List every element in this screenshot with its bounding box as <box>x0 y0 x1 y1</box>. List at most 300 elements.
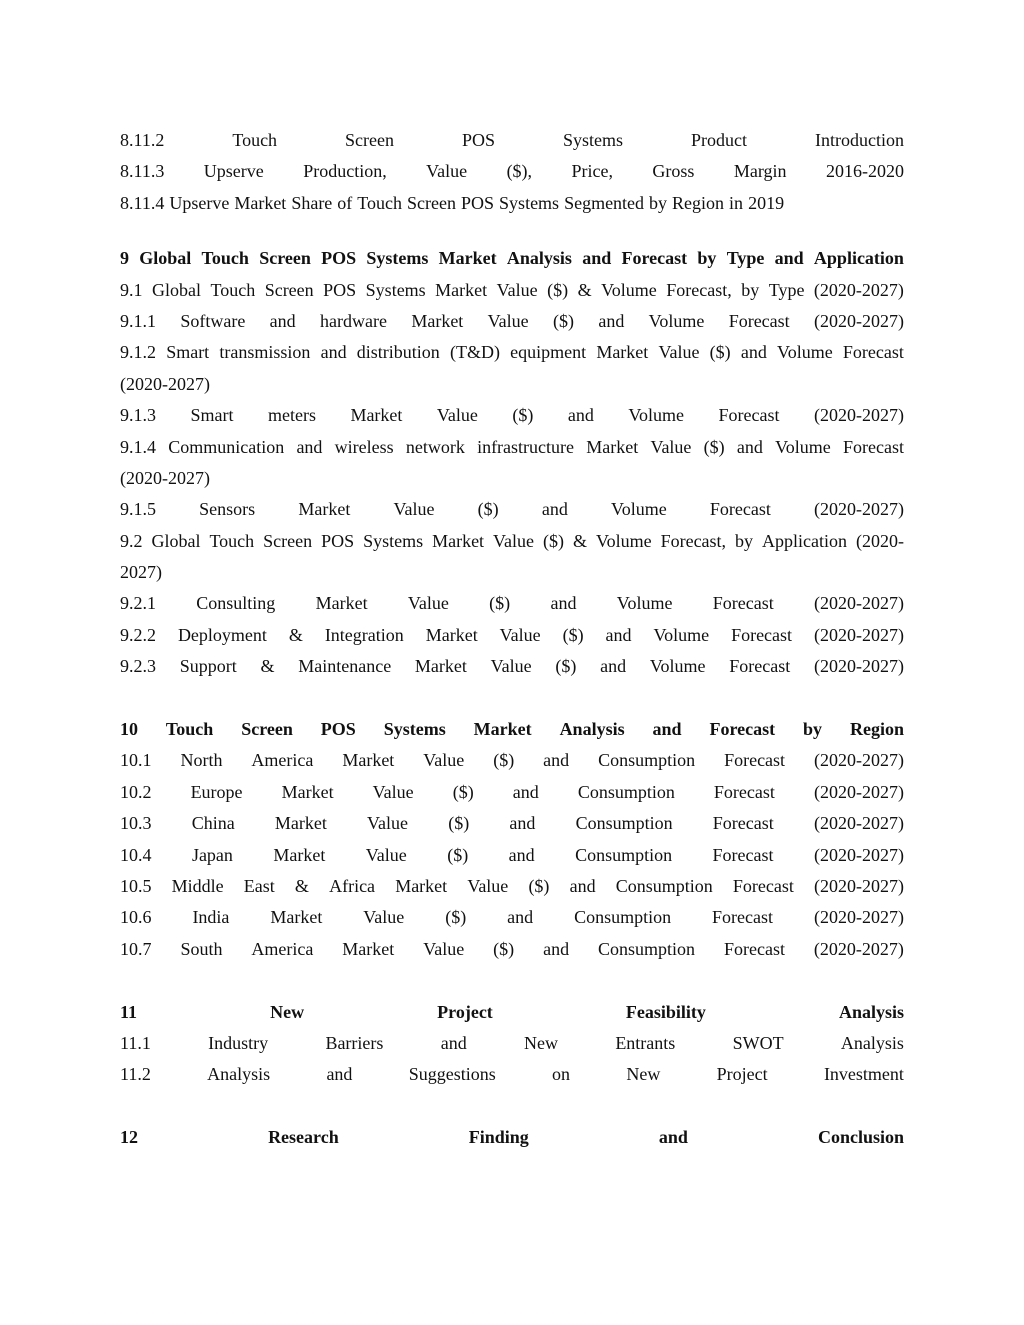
word: Application <box>762 530 847 551</box>
word: and <box>600 656 627 677</box>
word: Volume <box>649 656 706 677</box>
word: (2020-2027) <box>813 656 904 677</box>
word: (2020-2027) <box>813 781 904 802</box>
word: and <box>269 310 296 331</box>
word: 11 <box>120 1001 138 1022</box>
word: 10.6 <box>120 907 152 928</box>
word: ($) <box>555 656 577 677</box>
word: Barriers <box>325 1032 384 1053</box>
word: & <box>260 656 275 677</box>
word: and <box>507 907 534 928</box>
word: Maintenance <box>298 656 392 677</box>
word: Systems <box>363 530 424 551</box>
toc-entry <box>120 1028 904 1059</box>
word: infrastructure <box>477 436 575 457</box>
word: Middle <box>171 875 224 896</box>
word: 9.1.5 <box>120 499 156 520</box>
toc-entry <box>120 369 904 400</box>
word: Systems <box>365 279 426 300</box>
word: Market <box>432 530 485 551</box>
word: Investment <box>823 1064 904 1085</box>
word: New <box>626 1064 661 1085</box>
word: Entrants <box>615 1032 676 1053</box>
toc-entry <box>120 463 904 494</box>
section-heading <box>120 243 904 274</box>
word: ($) <box>452 781 474 802</box>
toc-entry <box>120 902 904 933</box>
word: North <box>180 750 223 771</box>
word: Value <box>499 624 541 645</box>
word: Analysis <box>838 1001 904 1022</box>
word: Volume <box>595 530 652 551</box>
word: Market <box>586 436 639 457</box>
word: POS <box>323 279 357 300</box>
word: by <box>735 530 754 551</box>
word: Global <box>139 248 192 269</box>
word: Screen <box>264 279 314 300</box>
section-heading <box>120 997 904 1028</box>
word: Market <box>411 310 464 331</box>
word: and <box>774 248 804 269</box>
word: POS <box>320 719 356 740</box>
word: (2020-2027) <box>813 813 904 834</box>
word: Feasibility <box>625 1001 706 1022</box>
word: Smart <box>166 342 210 363</box>
word: Value <box>423 750 465 771</box>
word: (2020-2027) <box>120 467 210 488</box>
word: Value <box>487 310 529 331</box>
word: (2020-2027) <box>813 405 904 426</box>
word: ($) <box>703 436 725 457</box>
word: 9.2 <box>120 530 143 551</box>
word: Analysis <box>559 719 625 740</box>
word: South <box>180 938 223 959</box>
word: POS <box>462 130 496 150</box>
word: Value <box>436 405 478 426</box>
word: 9.1.2 <box>120 342 156 363</box>
word: Consumption <box>598 750 696 771</box>
word: 9.1.1 <box>120 310 156 331</box>
word: 10.5 <box>120 875 152 896</box>
word: Smart <box>190 405 234 426</box>
word: (2020-2027) <box>120 373 210 394</box>
word: and <box>658 1127 688 1148</box>
toc-entry <box>120 840 904 871</box>
word: 9.1.3 <box>120 405 156 426</box>
word: Market <box>438 248 497 269</box>
word: Market <box>274 813 327 834</box>
word: Market <box>395 875 448 896</box>
word: Screen <box>241 719 293 740</box>
word: and <box>598 310 625 331</box>
toc-entry <box>120 275 904 306</box>
word: Market <box>350 405 403 426</box>
word: Project <box>716 1064 768 1085</box>
word: (2020-2027) <box>814 875 904 896</box>
word: Value <box>372 781 414 802</box>
word: Market <box>596 342 649 363</box>
word: America <box>251 938 314 959</box>
word: Share <box>291 192 333 213</box>
word: Market <box>315 593 368 614</box>
word: Touch <box>210 279 256 300</box>
word: Volume <box>616 593 673 614</box>
word: (2020-2027) <box>813 938 904 959</box>
word: 10.7 <box>120 938 152 959</box>
word: Market <box>298 499 351 520</box>
word: Region <box>672 192 725 213</box>
word: (2020-2027) <box>813 907 904 928</box>
section-heading <box>120 1122 904 1153</box>
word: Systems <box>563 130 624 150</box>
word: Systems <box>499 192 560 213</box>
word: Conclusion <box>817 1127 904 1148</box>
word: (2020-2027) <box>813 844 904 865</box>
word: 10.2 <box>120 781 152 802</box>
word: Software <box>180 310 246 331</box>
word: 12 <box>120 1127 138 1148</box>
word: Screen <box>407 192 457 213</box>
word: and <box>440 1032 467 1053</box>
word: Forecast <box>728 310 790 331</box>
word: (2020-2027) <box>813 624 904 645</box>
word: Japan <box>191 844 233 865</box>
word: and <box>296 436 323 457</box>
word: ($) <box>493 938 515 959</box>
word: Forecast <box>713 781 775 802</box>
word: and <box>509 813 536 834</box>
word: network <box>405 436 465 457</box>
word: Type <box>768 279 805 300</box>
word: 10.1 <box>120 750 152 771</box>
toc-entry <box>120 651 904 682</box>
word: 10.4 <box>120 844 152 865</box>
word: Touch <box>209 530 255 551</box>
word: Value <box>367 813 409 834</box>
toc-entry <box>120 808 904 839</box>
word: Screen <box>263 530 313 551</box>
word: ($) <box>493 750 515 771</box>
word: Volume <box>611 499 667 520</box>
word: Volume <box>628 405 685 426</box>
word: Application <box>813 248 904 269</box>
word: Product <box>691 130 748 150</box>
word: Communication <box>168 436 285 457</box>
word: Volume <box>777 342 833 363</box>
word: Volume <box>775 436 831 457</box>
word: Analysis <box>207 1064 271 1085</box>
word: and <box>736 436 763 457</box>
word: and <box>543 750 570 771</box>
word: POS <box>461 192 495 213</box>
word: 9.1 <box>120 279 143 300</box>
word: ($) <box>542 530 564 551</box>
word: Upserve <box>169 192 230 213</box>
toc-entry <box>120 337 904 368</box>
word: ($) <box>489 593 511 614</box>
word: ($) <box>447 844 469 865</box>
word: and <box>541 499 568 520</box>
word: Production, <box>303 161 387 182</box>
word: East <box>243 875 275 896</box>
word: Forecast <box>732 875 794 896</box>
word: Forecast, <box>660 530 727 551</box>
word: 11.1 <box>120 1032 151 1053</box>
word: Consumption <box>574 907 672 928</box>
word: ($) <box>512 405 534 426</box>
toc-entry <box>120 1059 904 1090</box>
toc-entry <box>120 871 904 902</box>
word: Touch <box>357 192 403 213</box>
word: Touch <box>165 719 214 740</box>
word: Consumption <box>575 844 673 865</box>
word: Value <box>426 161 468 182</box>
toc-entry <box>120 934 904 965</box>
paragraph-gap <box>120 219 904 243</box>
word: Forecast <box>712 593 774 614</box>
word: wireless <box>334 436 394 457</box>
word: Market <box>425 624 478 645</box>
word: Forecast <box>718 405 780 426</box>
word: ($) <box>709 342 731 363</box>
word: Consumption <box>598 938 696 959</box>
word: SWOT <box>732 1032 784 1053</box>
word: (2020-2027) <box>814 593 904 614</box>
word: 2019 <box>748 192 785 213</box>
word: of <box>337 192 353 213</box>
word: Market <box>473 719 532 740</box>
section-heading <box>120 714 904 745</box>
word: China <box>191 813 235 834</box>
word: & <box>577 279 592 300</box>
word: Price, <box>571 161 613 182</box>
word: ($) <box>448 813 470 834</box>
word: Value <box>490 656 532 677</box>
word: Value <box>407 593 449 614</box>
word: 8.11.2 <box>120 130 165 150</box>
word: 9.2.2 <box>120 624 156 645</box>
toc-entry <box>120 432 904 463</box>
word: ($) <box>547 279 569 300</box>
word: Market <box>414 656 467 677</box>
word: Forecast <box>621 248 688 269</box>
word: Analysis <box>840 1032 904 1053</box>
toc-entry <box>120 620 904 651</box>
word: and <box>508 844 535 865</box>
toc-entry <box>120 400 904 431</box>
word: Systems <box>366 248 429 269</box>
word: Industry <box>208 1032 269 1053</box>
word: and <box>567 405 594 426</box>
word: Finding <box>468 1127 529 1148</box>
word: 9.2.3 <box>120 656 156 677</box>
word: and <box>550 593 577 614</box>
word: 8.11.3 <box>120 161 165 182</box>
word: by <box>803 719 823 740</box>
word: (2020-2027) <box>814 750 904 771</box>
word: (2020- <box>855 530 904 551</box>
word: Value <box>393 499 435 520</box>
toc-entry <box>120 306 904 337</box>
word: ($) <box>528 875 550 896</box>
word: ($) <box>562 624 584 645</box>
word: Value <box>658 342 700 363</box>
word: Volume <box>648 310 705 331</box>
word: equipment <box>510 342 587 363</box>
word: Europe <box>190 781 243 802</box>
word: & <box>572 530 587 551</box>
word: Support <box>179 656 237 677</box>
paragraph-gap <box>120 683 904 714</box>
word: Research <box>268 1127 339 1148</box>
word: Market <box>435 279 488 300</box>
word: ($) <box>552 310 574 331</box>
word: Deployment <box>177 624 267 645</box>
word: Market <box>342 938 395 959</box>
word: Volume <box>601 279 657 300</box>
word: New <box>270 1001 305 1022</box>
word: Consumption <box>615 875 713 896</box>
word: Gross <box>652 161 695 182</box>
word: and <box>652 719 682 740</box>
word: Analysis <box>506 248 572 269</box>
word: India <box>192 907 230 928</box>
word: 9.1.4 <box>120 436 156 457</box>
word: and <box>740 342 767 363</box>
word: Consumption <box>577 781 675 802</box>
toc-entry <box>120 494 904 525</box>
word: Forecast <box>709 719 776 740</box>
word: (T&D) <box>449 342 500 363</box>
toc-entry <box>120 588 904 619</box>
word: Forecast <box>709 499 771 520</box>
word: Touch <box>201 248 249 269</box>
word: Forecast <box>712 907 774 928</box>
word: ($) <box>445 907 467 928</box>
word: Project <box>437 1001 493 1022</box>
word: 10 <box>120 719 138 740</box>
word: POS <box>321 248 357 269</box>
word: and <box>569 875 596 896</box>
word: Forecast <box>842 436 904 457</box>
word: Forecast <box>712 813 774 834</box>
word: Forecast <box>724 750 786 771</box>
toc-entry <box>120 156 904 187</box>
word: (2020-2027) <box>813 279 904 300</box>
word: Value <box>496 279 538 300</box>
word: Margin <box>733 161 787 182</box>
word: Market <box>273 844 326 865</box>
word: and <box>326 1064 353 1085</box>
word: Africa <box>329 875 376 896</box>
word: distribution <box>356 342 440 363</box>
word: Value <box>423 938 465 959</box>
word: Suggestions <box>408 1064 496 1085</box>
word: Value <box>365 844 407 865</box>
word: Forecast, <box>666 279 732 300</box>
word: ($), <box>506 161 533 182</box>
word: America <box>251 750 314 771</box>
word: Introduction <box>815 130 904 150</box>
word: by <box>741 279 760 300</box>
word: and <box>543 938 570 959</box>
word: Segmented <box>564 192 645 213</box>
word: Sensors <box>199 499 256 520</box>
word: Value <box>467 875 509 896</box>
word: Screen <box>345 130 395 150</box>
word: (2020-2027) <box>814 310 904 331</box>
word: Volume <box>653 624 710 645</box>
word: in <box>729 192 744 213</box>
word: Market <box>281 781 334 802</box>
word: Forecast <box>712 844 774 865</box>
word: Value <box>493 530 535 551</box>
word: (2020-2027) <box>814 499 904 520</box>
toc-entry <box>120 188 904 219</box>
word: Type <box>726 248 765 269</box>
paragraph-gap <box>120 1091 904 1122</box>
word: on <box>552 1064 571 1085</box>
document-page <box>120 125 904 1154</box>
word: 11.2 <box>120 1064 151 1085</box>
paragraph-gap <box>120 965 904 996</box>
word: Upserve <box>203 161 264 182</box>
word: Forecast <box>723 938 785 959</box>
word: Market <box>234 192 287 213</box>
word: & <box>294 875 309 896</box>
word: and <box>582 248 612 269</box>
word: by <box>649 192 668 213</box>
word: Market <box>342 750 395 771</box>
word: ($) <box>477 499 499 520</box>
word: 2027) <box>120 562 162 583</box>
word: Global <box>151 279 201 300</box>
word: Screen <box>259 248 311 269</box>
word: Forecast <box>729 656 791 677</box>
word: 2016-2020 <box>825 161 904 182</box>
word: New <box>524 1032 559 1053</box>
word: Global <box>151 530 201 551</box>
word: 8.11.4 <box>120 192 165 213</box>
word: hardware <box>320 310 387 331</box>
word: Value <box>650 436 692 457</box>
word: by <box>697 248 717 269</box>
word: meters <box>267 405 316 426</box>
word: Consulting <box>196 593 276 614</box>
toc-entry <box>120 526 904 557</box>
word: 9 <box>120 248 129 269</box>
word: Forecast <box>842 342 904 363</box>
word: and <box>605 624 632 645</box>
word: 10.3 <box>120 813 152 834</box>
toc-entry <box>120 745 904 776</box>
toc-entry <box>120 557 904 588</box>
word: Systems <box>383 719 446 740</box>
toc-entry <box>120 777 904 808</box>
word: Integration <box>324 624 404 645</box>
word: 9.2.1 <box>120 593 156 614</box>
toc-entry <box>120 125 904 156</box>
word: & <box>288 624 303 645</box>
word: Forecast <box>731 624 793 645</box>
word: Region <box>849 719 904 740</box>
word: Value <box>363 907 405 928</box>
word: Consumption <box>575 813 673 834</box>
word: POS <box>321 530 355 551</box>
word: transmission <box>219 342 311 363</box>
word: Market <box>270 907 323 928</box>
word: and <box>320 342 347 363</box>
